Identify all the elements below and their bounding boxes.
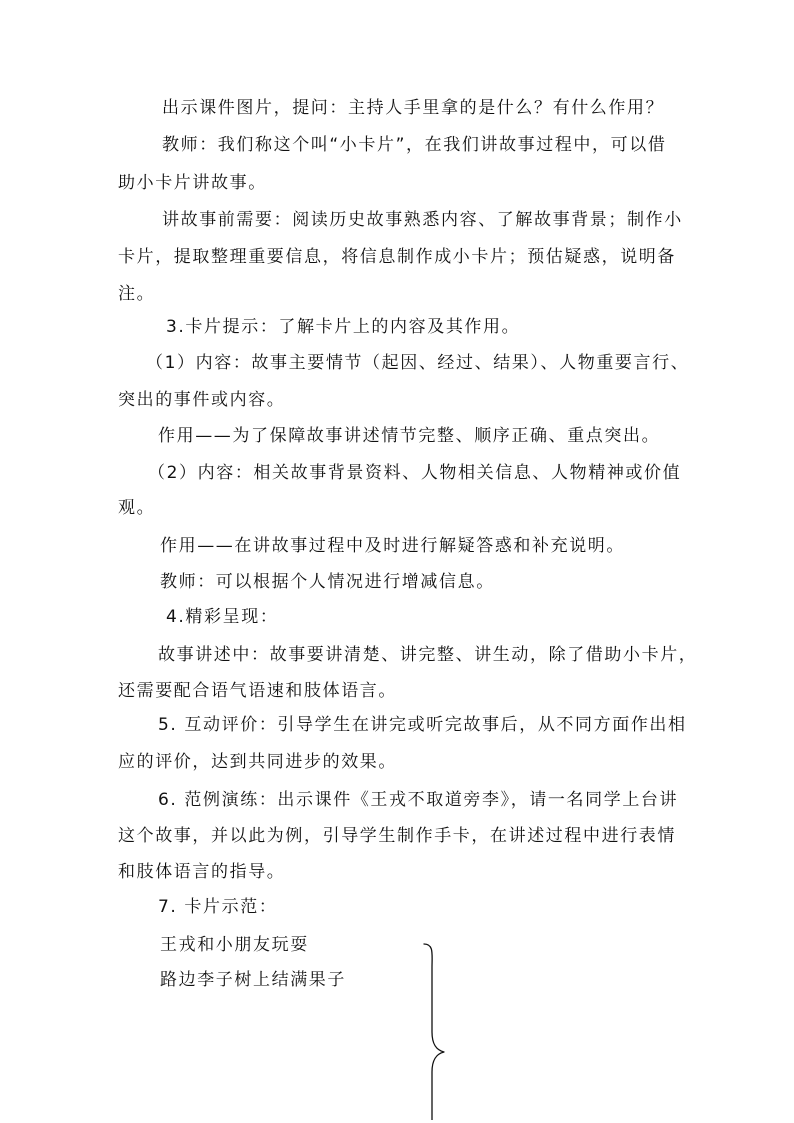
text-line-22: 和肢体语言的指导。: [118, 862, 286, 882]
text-line-10: 作用——为了保障故事讲述情节完整、顺序正确、重点突出。: [158, 426, 661, 446]
text-line-24: 王戎和小朋友玩耍: [160, 935, 309, 955]
text-line-6: 注。: [118, 284, 156, 304]
text-line-20: 6. 范例演练：出示课件《王戎不取道旁李》，请一名同学上台讲: [158, 790, 679, 810]
text-line-14: 教师：可以根据个人情况进行增减信息。: [160, 572, 495, 592]
text-line-9: 突出的事件或内容。: [118, 390, 286, 410]
text-line-1: 出示课件图片，提问：主持人手里拿的是什么？有什么作用？: [162, 98, 665, 118]
text-line-2: 教师：我们称这个叫“小卡片”，在我们讲故事过程中，可以借: [162, 135, 667, 155]
text-line-3: 助小卡片讲故事。: [118, 173, 267, 193]
text-line-17: 还需要配合语气语速和肢体语言。: [118, 681, 397, 701]
text-line-16: 故事讲述中：故事要讲清楚、讲完整、讲生动，除了借助小卡片，: [158, 645, 698, 665]
text-line-23: 7. 卡片示范：: [158, 897, 278, 917]
text-line-13: 作用——在讲故事过程中及时进行解疑答惑和补充说明。: [160, 536, 625, 556]
text-line-18: 5. 互动评价：引导学生在讲完或听完故事后，从不同方面作出相: [158, 715, 687, 735]
text-line-21: 这个故事，并以此为例，引导学生制作手卡，在讲述过程中进行表情: [118, 826, 676, 846]
text-line-5: 卡片，提取整理重要信息，将信息制作成小卡片；预估疑惑，说明备: [118, 247, 676, 267]
right-curly-brace-icon: [420, 940, 450, 1120]
text-line-12: 观。: [118, 498, 156, 518]
text-line-7: 3.卡片提示：了解卡片上的内容及其作用。: [166, 317, 521, 337]
text-line-8: （1）内容：故事主要情节（起因、经过、结果）、人物重要言行、: [146, 353, 690, 373]
text-line-25: 路边李子树上结满果子: [160, 970, 346, 990]
text-line-4: 讲故事前需要：阅读历史故事熟悉内容、了解故事背景；制作小: [162, 210, 683, 230]
text-line-11: （2）内容：相关故事背景资料、人物相关信息、人物精神或价值: [148, 463, 682, 483]
text-line-15: 4.精彩呈现：: [166, 607, 279, 627]
text-line-19: 应的评价，达到共同进步的效果。: [118, 752, 397, 772]
